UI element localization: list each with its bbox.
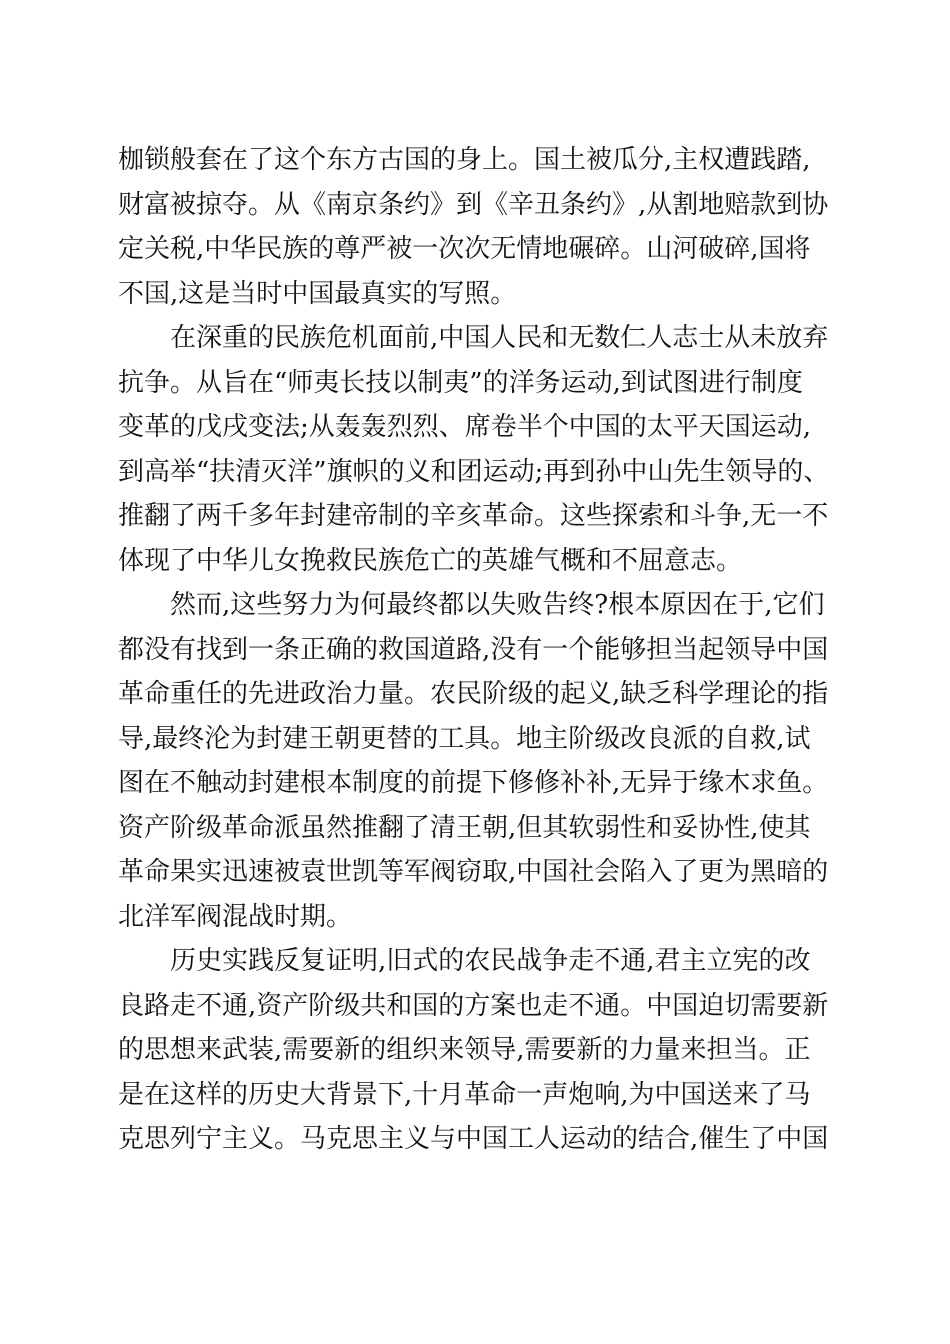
text-line: 克思列宁主义。马克思主义与中国工人运动的结合,催生了中国 [118, 1124, 829, 1154]
text-line: 枷锁般套在了这个东方古国的身上。国土被瓜分,主权遭践踏, [118, 145, 811, 175]
text-line: 是在这样的历史大背景下,十月革命一声炮响,为中国送来了马 [118, 1079, 811, 1110]
text-line: 的思想来武装,需要新的组织来领导,需要新的力量来担当。正 [118, 1035, 811, 1065]
text-line: 到高举“扶清灭洋”旗帜的义和团运动;再到孙中山先生领导的、 [118, 456, 830, 487]
text-line: 变革的戊戌变法;从轰轰烈烈、席卷半个中国的太平天国运动, [118, 412, 812, 442]
text-line: 体现了中华儿女挽救民族危亡的英雄气概和不屈意志。 [118, 545, 743, 576]
text-line: 资产阶级革命派虽然推翻了清王朝,但其软弱性和妥协性,使其 [118, 812, 811, 843]
text-line: 革命果实迅速被袁世凯等军阀窃取,中国社会陷入了更为黑暗的 [118, 857, 829, 887]
paragraph-first-line: 然而,这些努力为何最终都以失败告终?根本原因在于,它们 [170, 590, 825, 620]
text-line: 都没有找到一条正确的救国道路,没有一个能够担当起领导中国 [118, 634, 829, 665]
text-line: 抗争。从旨在“师夷长技以制夷”的洋务运动,到试图进行制度 [118, 367, 803, 398]
body-text [118, 138, 838, 1162]
text-line: 财富被掠夺。从《南京条约》到《辛丑条约》,从割地赔款到协 [118, 189, 829, 220]
text-line: 革命重任的先进政治力量。农民阶级的起义,缺乏科学理论的指 [118, 679, 829, 709]
text-line: 不国,这是当时中国最真实的写照。 [118, 278, 517, 309]
text-line: 北洋军阀混战时期。 [118, 901, 353, 932]
paragraph-first-line: 历史实践反复证明,旧式的农民战争走不通,君主立宪的改 [170, 946, 811, 976]
paragraph-first-line: 在深重的民族危机面前,中国人民和无数仁人志士从未放弃 [170, 323, 829, 353]
text-line: 导,最终沦为封建王朝更替的工具。地主阶级改良派的自救,试 [118, 723, 811, 754]
text-line: 定关税,中华民族的尊严被一次次无情地碾碎。山河破碎,国将 [118, 234, 811, 264]
text-line: 图在不触动封建根本制度的前提下修修补补,无异于缘木求鱼。 [118, 768, 829, 798]
text-line: 推翻了两千多年封建帝制的辛亥革命。这些探索和斗争,无一不 [118, 501, 829, 531]
text-line: 良路走不通,资产阶级共和国的方案也走不通。中国迫切需要新 [118, 990, 829, 1021]
